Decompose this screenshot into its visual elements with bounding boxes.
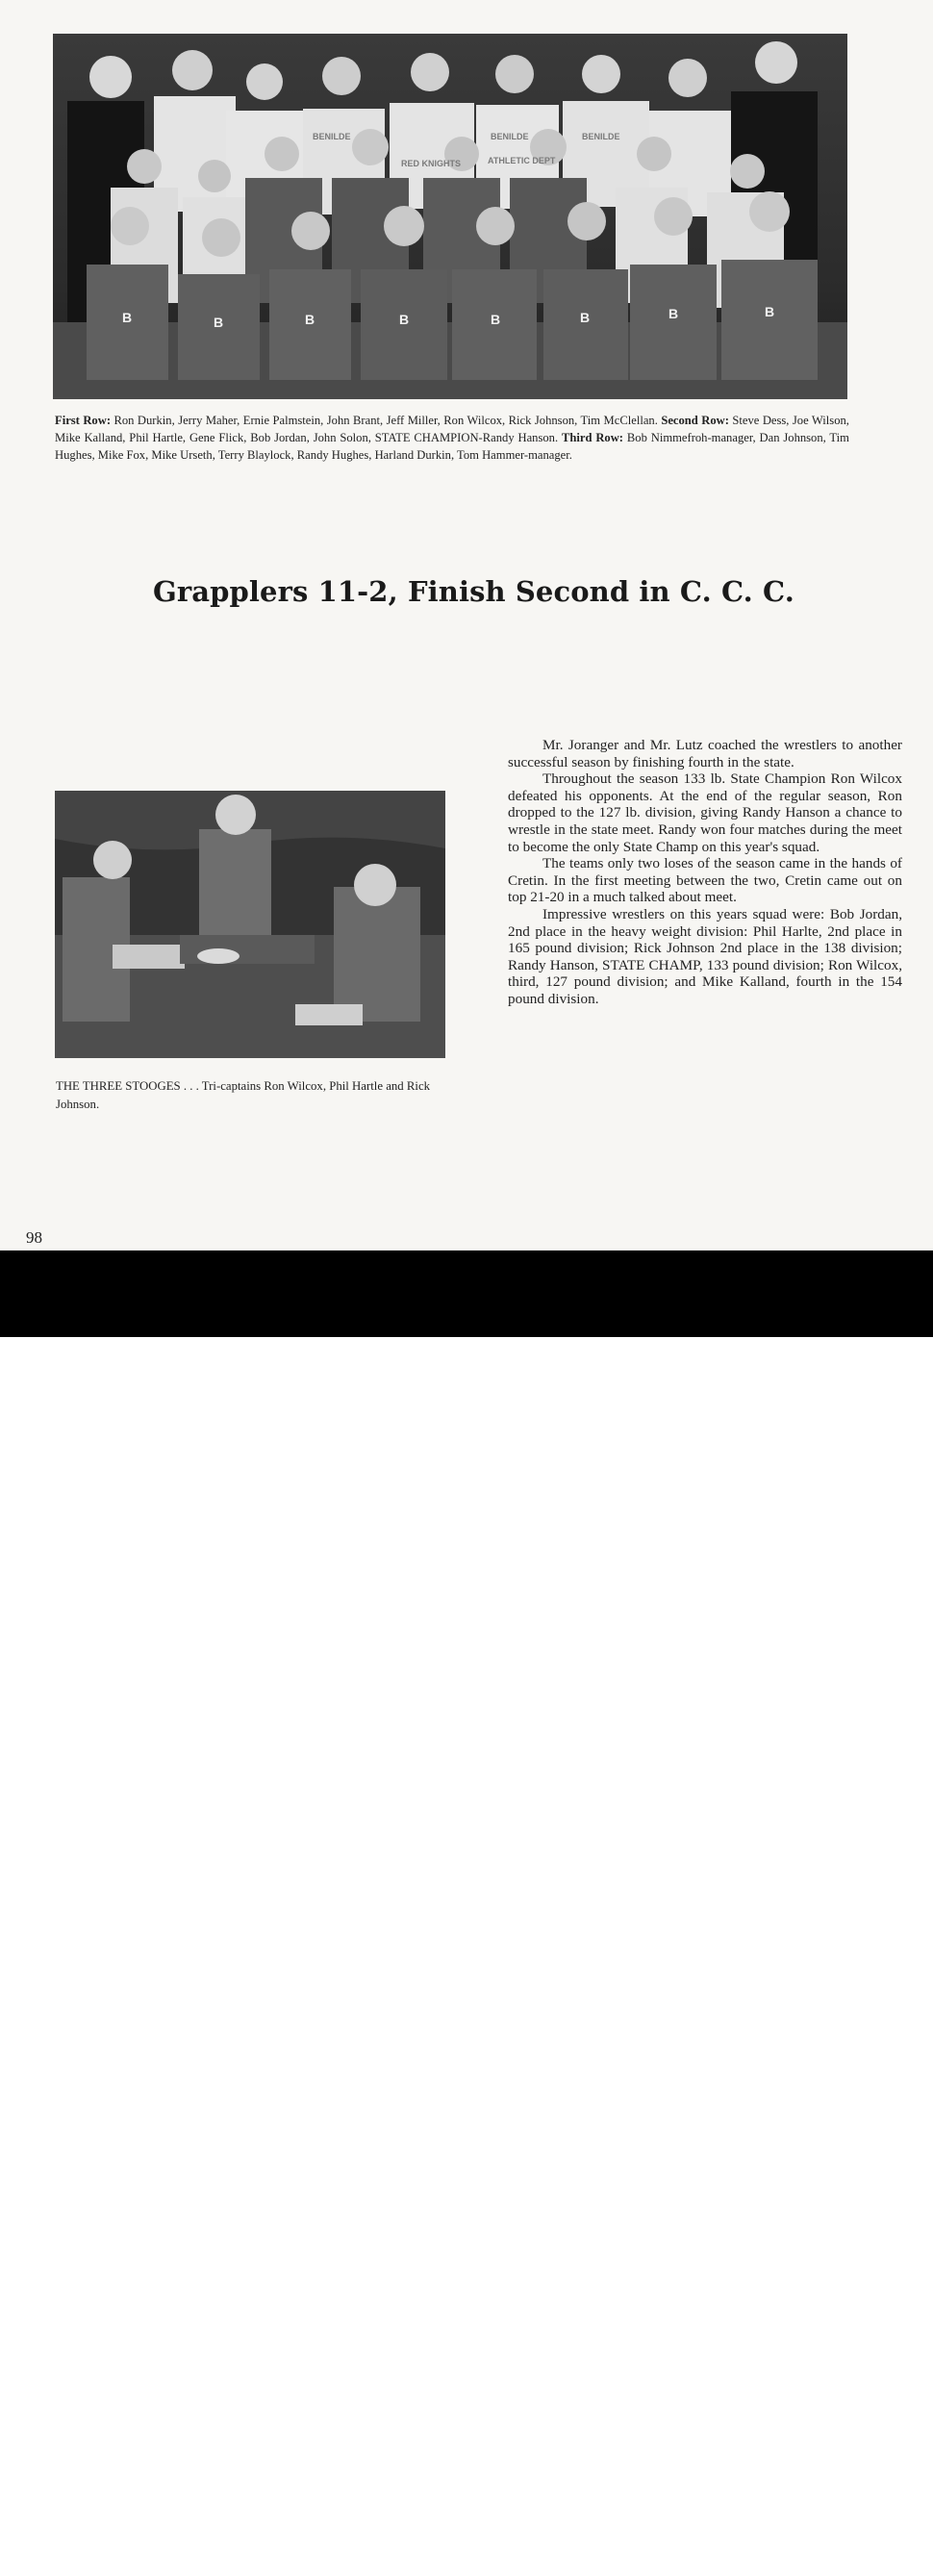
team-caption	[55, 412, 849, 464]
singlet-letter: B	[122, 310, 133, 325]
second-row-label: Second Row:	[661, 414, 729, 427]
article-paragraph: Impressive wrestlers on this years squad were: Bob Jordan, 2nd place in the heavy weight division: Phil Harlte, 2nd place in 165 pound division; Rick Johnson 2nd place in the 138 division; Randy Hanson, STATE CHAMP, 133 pound division; Ron Wilcox, third, 127 pound division; and Mike Kalland, fourth in the 154 pound division.	[508, 905, 902, 1007]
third-row-label: Third Row:	[561, 431, 624, 444]
singlet-letter: B	[580, 310, 591, 325]
site-url: www.alamy.com	[736, 2551, 898, 2575]
image-id-label: Image ID: 3A8WJAR	[783, 2533, 898, 2547]
stooges-caption: THE THREE STOOGES . . . Tri-captains Ron Wilcox, Phil Hartle and Rick Johnson.	[56, 1079, 431, 1111]
singlet-letter: B	[765, 304, 775, 319]
team-photo-graphic	[53, 34, 847, 399]
stooges-photo	[55, 791, 445, 1058]
stooges-photo-graphic	[55, 791, 445, 1058]
second-row-names: Steve Dess, Joe Wilson, Mike Kalland, Phil Hartle, Gene Flick, Bob Jordan, John Solon, STATE CHAMPION-Randy Hanson.	[55, 414, 849, 444]
singlet-letter: B	[399, 312, 410, 327]
article-paragraph: The teams only two loses of the season came in the hands of Cretin. In the first meeting between the two, Cretin came out on top 21-20 in a much talked about meet.	[508, 855, 902, 906]
page-number: 98	[26, 1228, 42, 1247]
singlet-letter: B	[491, 312, 501, 327]
stock-info	[736, 2507, 898, 2576]
article-paragraph: Throughout the season 133 lb. State Champion Ron Wilcox defeated his opponents. At the end of the regular season, Ron dropped to the 127 lb. division, giving Randy Hanson a chance to wrestle in the state meet. Randy won four matches during the meet to become the only State Champ on this year's squad.	[508, 770, 902, 855]
stock-footer	[0, 1250, 933, 2575]
shirt-label: BENILDE	[313, 132, 351, 141]
article-paragraph: Mr. Joranger and Mr. Lutz coached the wrestlers to another successful season by finishing fourth in the state.	[508, 737, 902, 770]
third-row-names: Bob Nimmefroh-manager, Dan Johnson, Tim Hughes, Mike Fox, Mike Urseth, Terry Blaylock, Randy Hughes, Harland Durkin, Tom Hammer-manager.	[55, 431, 849, 462]
page-headline: Grapplers 11-2, Finish Second in C. C. C.	[153, 575, 794, 608]
first-row-label: First Row:	[55, 414, 112, 427]
singlet-letter: B	[305, 312, 315, 327]
singlet-letter: B	[214, 315, 224, 330]
shirt-label: BENILDE	[491, 132, 529, 141]
team-photo	[53, 34, 847, 399]
image-id: 3A8WJAR	[793, 2506, 898, 2531]
alamy-logo: alamy	[34, 2510, 155, 2560]
first-row-names: Ron Durkin, Jerry Maher, Ernie Palmstein, John Brant, Jeff Miller, Ron Wilcox, Rick Johnson, Tim McClellan.	[113, 414, 658, 427]
article-body	[508, 737, 902, 1008]
shirt-label: ATHLETIC DEPT	[488, 156, 556, 165]
yearbook-page	[0, 0, 933, 1250]
singlet-letter: B	[668, 306, 679, 321]
shirt-label: RED KNIGHTS	[401, 159, 462, 168]
shirt-label: BENILDE	[582, 132, 620, 141]
